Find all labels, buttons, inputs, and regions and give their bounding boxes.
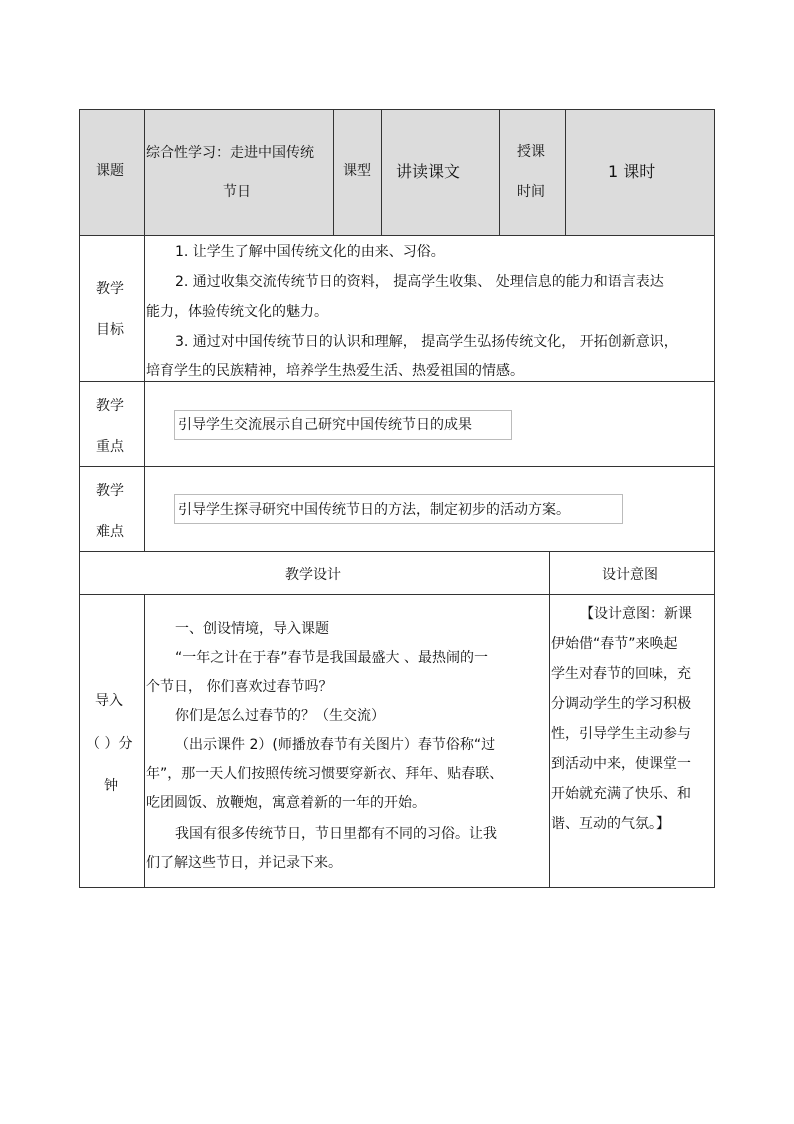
difficulties-label-1: 教学 [96, 483, 124, 499]
table-line [381, 109, 382, 236]
intent-line: 谐、互动的气氛。】 [551, 816, 670, 832]
intro-label-2: （ ）分 [86, 736, 133, 752]
key-points-label-1: 教学 [96, 398, 124, 414]
table-line [79, 109, 80, 888]
intro-label-1: 导入 [95, 693, 123, 709]
intro-line: 一、创设情境，导入课题 [175, 621, 329, 637]
course-label: 课题 [96, 163, 124, 179]
intro-label-3: 钟 [104, 778, 118, 794]
intro-line: 个节日， 你们喜欢过春节吗？ [146, 679, 333, 695]
intent-line: 性，引导学生主动参与 [551, 726, 691, 742]
intro-line: 们了解这些节日，并记录下来。 [146, 855, 342, 871]
goal-line: 3. 通过对中国传统节日的认识和理解， 提高学生弘扬传统文化， 开拓创新意识， [175, 334, 678, 350]
table-line [333, 109, 334, 236]
design-header: 教学设计 [285, 567, 341, 583]
table-line [79, 594, 715, 595]
time-value: 1 课时 [608, 162, 656, 181]
time-label-1: 授课 [517, 144, 545, 160]
intent-line: 【设计意图：新课 [580, 606, 692, 622]
table-line [714, 109, 715, 888]
goal-line: 能力，体验传统文化的魅力。 [146, 304, 328, 320]
intro-line: 你们是怎么过春节的？（生交流） [175, 708, 385, 724]
key-points-label-2: 重点 [96, 439, 124, 455]
intro-line: 吃团圆饭、放鞭炮，寓意着新的一年的开始。 [146, 795, 426, 811]
intro-line: 年”，那一天人们按照传统习惯要穿新衣、拜年、贴春联、 [146, 766, 504, 782]
table-line [499, 109, 500, 236]
goal-line: 1. 让学生了解中国传统文化的由来、习俗。 [175, 244, 445, 260]
course-title-line2: 节日 [223, 184, 251, 200]
table-line [79, 466, 715, 467]
intent-line: 到活动中来，使课堂一 [551, 756, 691, 772]
difficulties-label-2: 难点 [96, 524, 124, 540]
type-value: 讲读课文 [396, 162, 461, 181]
goals-label-1: 教学 [96, 281, 124, 297]
intro-line: “一年之计在于春”春节是我国最盛大 、最热闹的一 [175, 650, 488, 666]
intent-line: 分调动学生的学习积极 [551, 696, 691, 712]
goal-line: 培育学生的民族精神，培养学生热爱生活、热爱祖国的情感。 [146, 363, 524, 379]
table-line [79, 887, 715, 888]
course-title-line1: 综合性学习：走进中国传统 [146, 145, 314, 161]
intent-line: 学生对春节的回味，充 [551, 666, 691, 682]
key-points-text: 引导学生交流展示自己研究中国传统节日的成果 [178, 417, 472, 433]
table-line [144, 109, 145, 552]
goals-label-2: 目标 [96, 322, 124, 338]
table-line [565, 109, 566, 236]
table-line [79, 381, 715, 382]
table-line [144, 594, 145, 888]
type-label: 课型 [343, 163, 371, 179]
intent-line: 开始就充满了快乐、和 [551, 786, 691, 802]
goal-line: 2. 通过收集交流传统节日的资料， 提高学生收集、 处理信息的能力和语言表达 [175, 274, 664, 290]
time-label-2: 时间 [517, 184, 545, 200]
difficulties-text: 引导学生探寻研究中国传统节日的方法，制定初步的活动方案。 [178, 502, 570, 518]
table-line [549, 551, 550, 888]
intro-line: （出示课件 2）(师播放春节有关图片）春节俗称“过 [175, 737, 496, 753]
intent-header: 设计意图 [602, 567, 658, 583]
intro-line: 我国有很多传统节日，节日里都有不同的习俗。让我 [175, 826, 497, 842]
intent-line: 伊始借“春节”来唤起 [551, 636, 678, 652]
table-line [79, 235, 715, 236]
table-line [79, 551, 715, 552]
table-line [79, 109, 715, 110]
